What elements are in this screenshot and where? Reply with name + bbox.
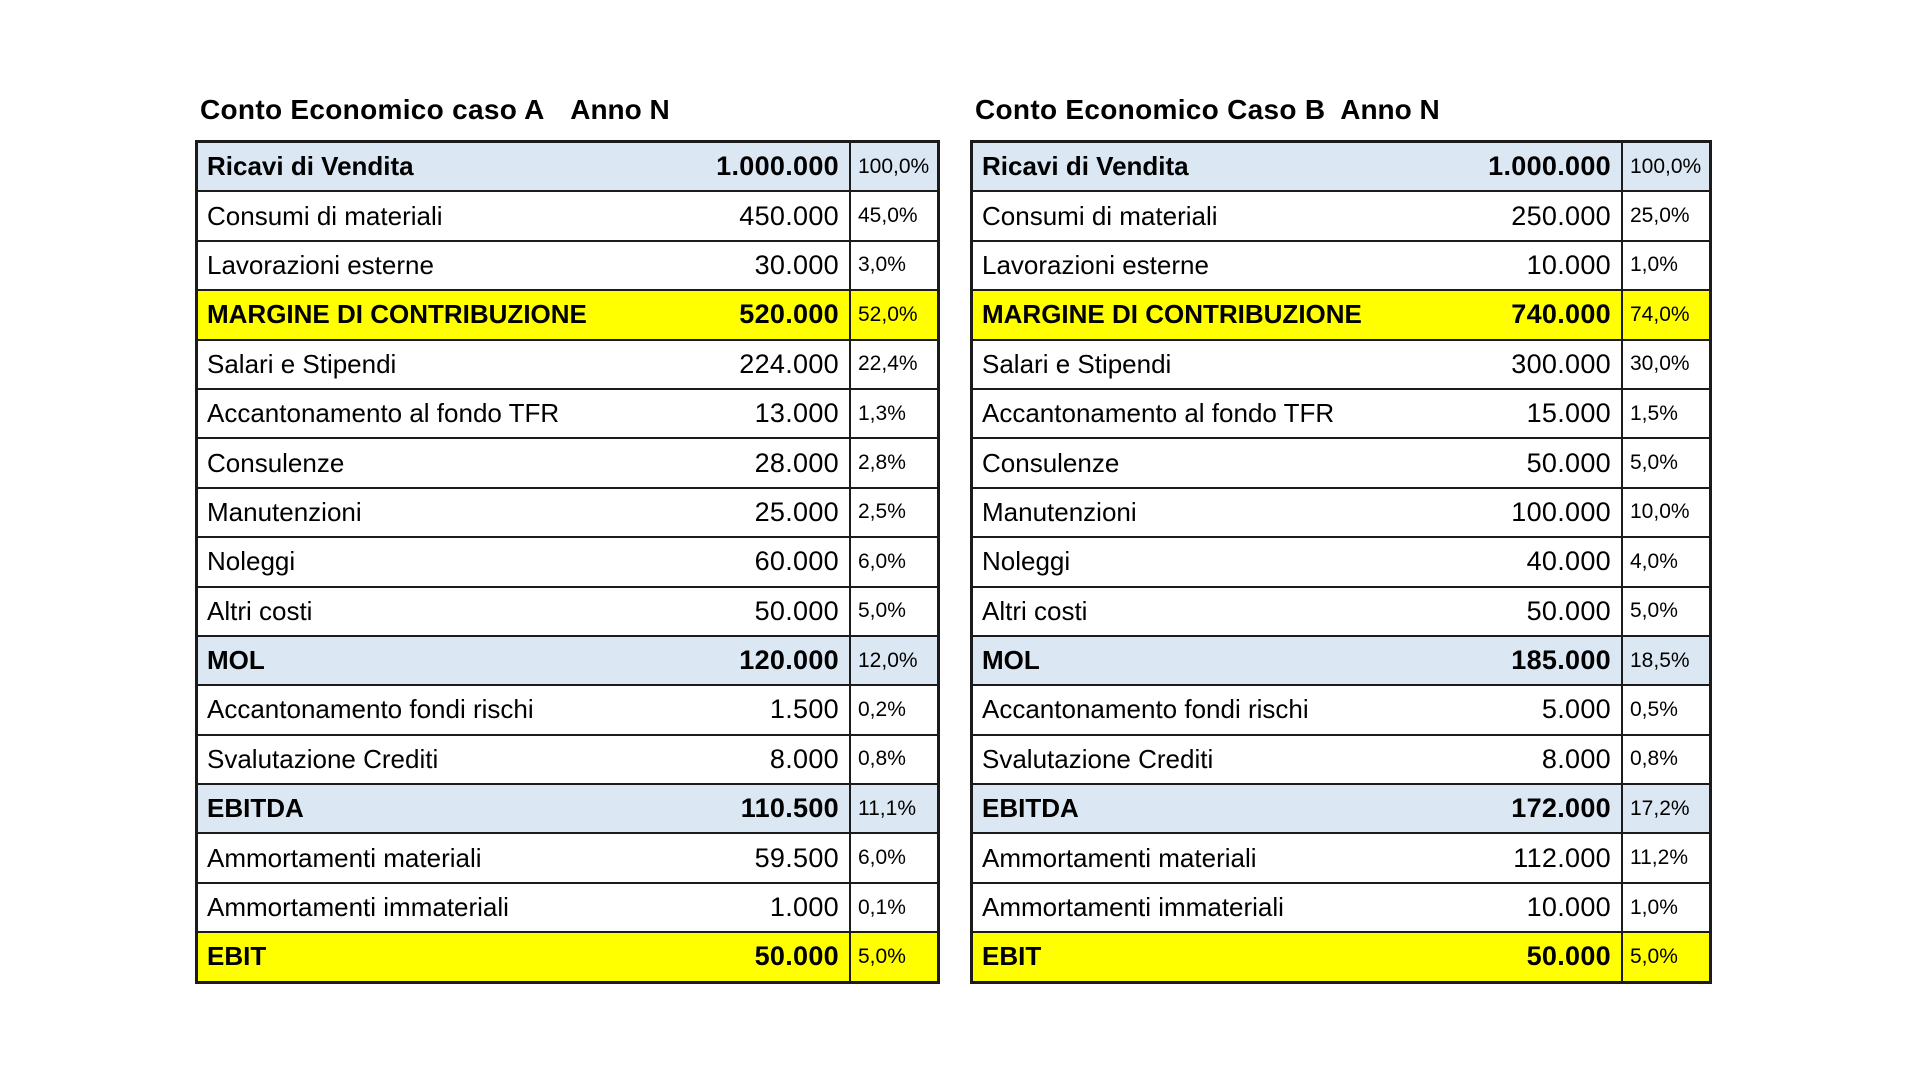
row-main-cell [973,390,1623,437]
row-label: Ricavi di Vendita [207,151,414,182]
table-row [198,341,937,390]
row-percent-cell [1623,785,1709,832]
row-percent-cell [851,736,937,783]
row-main-cell [973,884,1623,931]
row-percent: 5,0% [1630,451,1678,475]
table-row [198,884,937,933]
row-main-cell [198,489,851,536]
row-value: 10.000 [1526,249,1611,280]
row-main-cell [973,588,1623,635]
row-label: Altri costi [982,595,1088,626]
row-percent-cell [1623,242,1709,289]
row-main-cell [973,143,1623,190]
table-grid-case-b [970,140,1712,984]
row-value: 28.000 [754,447,839,478]
row-percent: 12,0% [858,648,918,672]
row-label: EBIT [207,941,267,972]
row-main-cell [198,242,851,289]
row-value: 1.000 [769,892,839,923]
row-percent: 25,0% [1630,204,1690,228]
row-percent-cell [1623,341,1709,388]
table-row [198,291,937,340]
row-value: 300.000 [1511,348,1611,379]
table-title-case-a: Conto Economico caso A [200,94,545,125]
table-row [973,834,1709,883]
row-percent: 0,5% [1630,697,1678,721]
row-value: 50.000 [1526,941,1611,972]
row-label: Consulenze [982,447,1120,478]
row-label: Salari e Stipendi [207,348,397,379]
row-percent: 5,0% [858,944,906,968]
row-label: MOL [207,645,265,676]
row-value: 50.000 [754,941,839,972]
income-statement-table-case-a [195,88,940,984]
row-main-cell [198,686,851,733]
row-main-cell [973,489,1623,536]
row-percent-cell [851,933,937,980]
row-main-cell [973,686,1623,733]
row-label: Consumi di materiali [982,200,1218,231]
table-row [198,933,937,980]
row-percent: 74,0% [1630,302,1690,326]
row-label: Salari e Stipendi [982,348,1172,379]
table-row [198,736,937,785]
table-row [198,637,937,686]
row-label: MOL [982,645,1040,676]
row-percent: 11,2% [1630,846,1688,870]
table-row [198,834,937,883]
row-percent-cell [1623,933,1709,980]
row-value: 13.000 [754,398,839,429]
table-row [198,439,937,488]
row-percent-cell [1623,390,1709,437]
row-percent-cell [1623,834,1709,881]
table-row [198,538,937,587]
row-percent-cell [851,785,937,832]
row-percent-cell [851,834,937,881]
table-row [198,489,937,538]
row-label: Noleggi [207,546,296,577]
period-label-case-b: Anno N [1340,94,1440,125]
row-label: Ricavi di Vendita [982,151,1189,182]
row-main-cell [973,341,1623,388]
row-value: 59.500 [754,842,839,873]
row-percent: 5,0% [1630,944,1678,968]
table-row [198,686,937,735]
row-percent: 0,8% [1630,747,1678,771]
row-value: 112.000 [1513,842,1611,873]
row-label: Ammortamenti immateriali [982,892,1284,923]
row-percent: 100,0% [858,154,930,178]
row-percent-cell [851,242,937,289]
row-main-cell [198,933,851,980]
row-main-cell [973,785,1623,832]
row-main-cell [198,637,851,684]
row-value: 50.000 [1526,447,1611,478]
row-label: Accantonamento al fondo TFR [982,398,1335,429]
row-label: EBITDA [207,793,304,824]
row-percent: 10,0% [1630,500,1690,524]
row-percent: 5,0% [1630,599,1678,623]
row-percent-cell [1623,192,1709,239]
row-percent: 0,1% [858,895,906,919]
row-main-cell [973,834,1623,881]
row-label: MARGINE DI CONTRIBUZIONE [982,299,1362,330]
row-value: 740.000 [1511,299,1611,330]
row-percent: 6,0% [858,549,906,573]
row-label: Svalutazione Crediti [982,743,1214,774]
row-main-cell [198,538,851,585]
row-value: 40.000 [1526,546,1611,577]
row-main-cell [973,933,1623,980]
row-label: Noleggi [982,546,1071,577]
row-main-cell [198,143,851,190]
row-label: Accantonamento fondi rischi [982,694,1309,725]
row-main-cell [198,341,851,388]
row-percent: 0,8% [858,747,906,771]
table-row [973,489,1709,538]
row-value: 120.000 [739,645,839,676]
table-row [973,291,1709,340]
table-row [973,884,1709,933]
row-value: 450.000 [739,200,839,231]
table-header-case-a [195,88,940,140]
row-percent-cell [1623,686,1709,733]
row-percent: 2,5% [858,500,906,524]
row-percent-cell [1623,884,1709,931]
row-percent-cell [1623,439,1709,486]
row-label: Manutenzioni [207,496,362,527]
table-row [973,192,1709,241]
row-label: Ammortamenti materiali [207,842,482,873]
row-percent-cell [1623,291,1709,338]
row-percent: 1,0% [1630,895,1678,919]
row-value: 5.000 [1541,694,1611,725]
row-label: Lavorazioni esterne [982,249,1209,280]
row-percent-cell [1623,143,1709,190]
row-label: Svalutazione Crediti [207,743,439,774]
row-value: 8.000 [769,743,839,774]
table-row [973,390,1709,439]
row-main-cell [198,390,851,437]
row-percent-cell [851,341,937,388]
row-percent: 2,8% [858,451,906,475]
row-percent-cell [851,291,937,338]
row-main-cell [198,439,851,486]
row-label: Ammortamenti materiali [982,842,1257,873]
table-row [198,588,937,637]
row-main-cell [198,785,851,832]
row-label: Ammortamenti immateriali [207,892,509,923]
row-percent-cell [851,884,937,931]
row-percent-cell [1623,637,1709,684]
row-main-cell [198,588,851,635]
row-value: 224.000 [739,348,839,379]
row-main-cell [973,242,1623,289]
row-percent: 18,5% [1630,648,1690,672]
row-value: 1.500 [769,694,839,725]
row-value: 1.000.000 [716,151,839,182]
row-percent-cell [851,439,937,486]
row-percent-cell [851,143,937,190]
row-value: 110.500 [740,793,839,824]
row-percent: 3,0% [858,253,906,277]
row-value: 172.000 [1511,793,1611,824]
row-percent: 100,0% [1630,154,1702,178]
row-percent-cell [1623,489,1709,536]
row-main-cell [198,736,851,783]
row-percent: 1,5% [1630,401,1678,425]
row-percent-cell [851,588,937,635]
table-row [973,588,1709,637]
table-row [973,538,1709,587]
row-main-cell [973,538,1623,585]
row-label: Accantonamento fondi rischi [207,694,534,725]
row-value: 60.000 [754,546,839,577]
table-row [973,637,1709,686]
table-row [198,143,937,192]
row-percent-cell [851,637,937,684]
row-value: 10.000 [1526,892,1611,923]
row-percent-cell [851,538,937,585]
row-value: 250.000 [1511,200,1611,231]
row-value: 50.000 [1526,595,1611,626]
row-label: MARGINE DI CONTRIBUZIONE [207,299,587,330]
row-value: 185.000 [1511,645,1611,676]
row-percent-cell [1623,538,1709,585]
row-main-cell [198,834,851,881]
row-percent: 45,0% [858,204,918,228]
row-label: Lavorazioni esterne [207,249,434,280]
row-percent: 5,0% [858,599,906,623]
table-header-case-b [970,88,1712,140]
row-label: Accantonamento al fondo TFR [207,398,560,429]
table-row [973,785,1709,834]
table-row [198,390,937,439]
row-percent-cell [851,390,937,437]
row-percent: 52,0% [858,302,918,326]
table-row [198,785,937,834]
row-label: Consulenze [207,447,345,478]
row-value: 8.000 [1541,743,1611,774]
row-percent: 0,2% [858,697,906,721]
row-percent: 1,0% [1630,253,1678,277]
row-percent: 17,2% [1630,796,1690,820]
row-label: EBIT [982,941,1042,972]
row-percent: 4,0% [1630,549,1678,573]
row-label: Altri costi [207,595,313,626]
row-percent-cell [851,489,937,536]
row-value: 25.000 [754,496,839,527]
row-percent-cell [1623,588,1709,635]
table-row [973,341,1709,390]
table-row [973,242,1709,291]
row-label: EBITDA [982,793,1079,824]
table-row [973,686,1709,735]
row-value: 30.000 [754,249,839,280]
income-statement-table-case-b [970,88,1712,984]
row-value: 15.000 [1526,398,1611,429]
row-label: Manutenzioni [982,496,1137,527]
row-label: Consumi di materiali [207,200,443,231]
table-row [973,933,1709,980]
table-row [973,143,1709,192]
row-main-cell [198,884,851,931]
table-row [973,439,1709,488]
row-percent-cell [851,192,937,239]
row-percent-cell [851,686,937,733]
row-main-cell [973,291,1623,338]
row-percent: 6,0% [858,846,906,870]
row-percent: 1,3% [858,401,906,425]
table-row [198,242,937,291]
row-main-cell [973,192,1623,239]
row-percent: 30,0% [1630,352,1690,376]
row-percent: 22,4% [858,352,918,376]
table-title-case-b: Conto Economico Caso B [975,94,1326,125]
row-value: 520.000 [739,299,839,330]
row-percent: 11,1% [858,796,916,820]
row-main-cell [198,192,851,239]
row-value: 50.000 [754,595,839,626]
row-main-cell [973,637,1623,684]
row-value: 1.000.000 [1488,151,1611,182]
row-percent-cell [1623,736,1709,783]
row-main-cell [198,291,851,338]
table-row [198,192,937,241]
row-main-cell [973,736,1623,783]
table-grid-case-a [195,140,940,984]
table-row [973,736,1709,785]
row-main-cell [973,439,1623,486]
period-label-case-a: Anno N [570,94,670,125]
row-value: 100.000 [1511,496,1611,527]
